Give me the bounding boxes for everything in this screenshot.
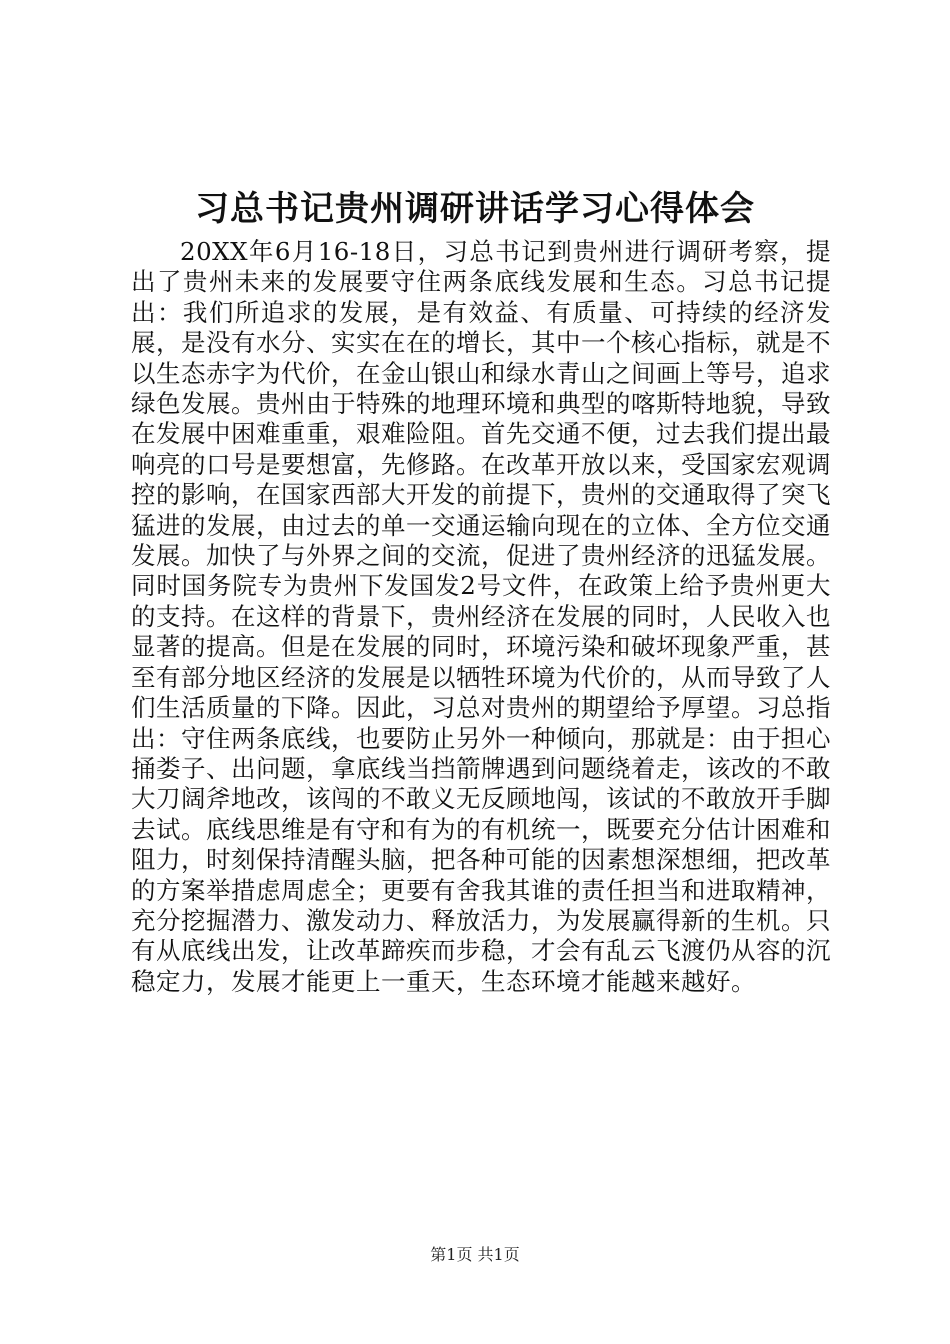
page-number-footer: 第1页 共1页 [430, 1245, 520, 1264]
document-body-paragraph: 20XX年6月16-18日，习总书记到贵州进行调研考察，提出了贵州未来的发展要守住两条底线发展和生态。习总书记提出：我们所追求的发展，是有效益、有质量、可持续的经济发展，是没有水分、实实在在的增长，其中一个核心指标，就是不以生态赤字为代价，在金山银山和绿水青山之间画上等号，追求绿色发展。贵州由于特殊的地理环境和典型的喀斯特地貌，导致在发展中困难重重，艰难险阻。首先交通不便，过去我们提出最响亮的口号是要想富，先修路。在改革开放以来，受国家宏观调控的影响，在国家西部大开发的前提下，贵州的交通取得了突飞猛进的发展，由过去的单一交通运输向现在的立体、全方位交通发展。加快了与外界之间的交流，促进了贵州经济的迅猛发展。同时国务院专为贵州下发国发2号文件，在政策上给予贵州更大的支持。在这样的背景下，贵州经济在发展的同时，人民收入也显著的提高。但是在发展的同时，环境污染和破坏现象严重，甚至有部分地区经济的发展是以牺牲环境为代价的，从而导致了人们生活质量的下降。因此，习总对贵州的期望给予厚望。习总指出：守住两条底线，也要防止另外一种倾向，那就是：由于担心捅娄子、出问题，拿底线当挡箭牌遇到问题绕着走，该改的不敢大刀阔斧地改，该闯的不敢义无反顾地闯，该试的不敢放开手脚去试。底线思维是有守和有为的有机统一，既要充分估计困难和阻力，时刻保持清醒头脑，把各种可能的因素想深想细，把改革的方案举措虑周虑全；更要有舍我其谁的责任担当和进取精神，充分挖掘潜力、激发动力、释放活力，为发展赢得新的生机。只有从底线出发，让改革蹄疾而步稳，才会有乱云飞渡仍从容的沉稳定力，发展才能更上一重天，生态环境才能越来越好。 [131, 237, 831, 996]
document-title: 习总书记贵州调研讲话学习心得体会 [195, 189, 755, 229]
